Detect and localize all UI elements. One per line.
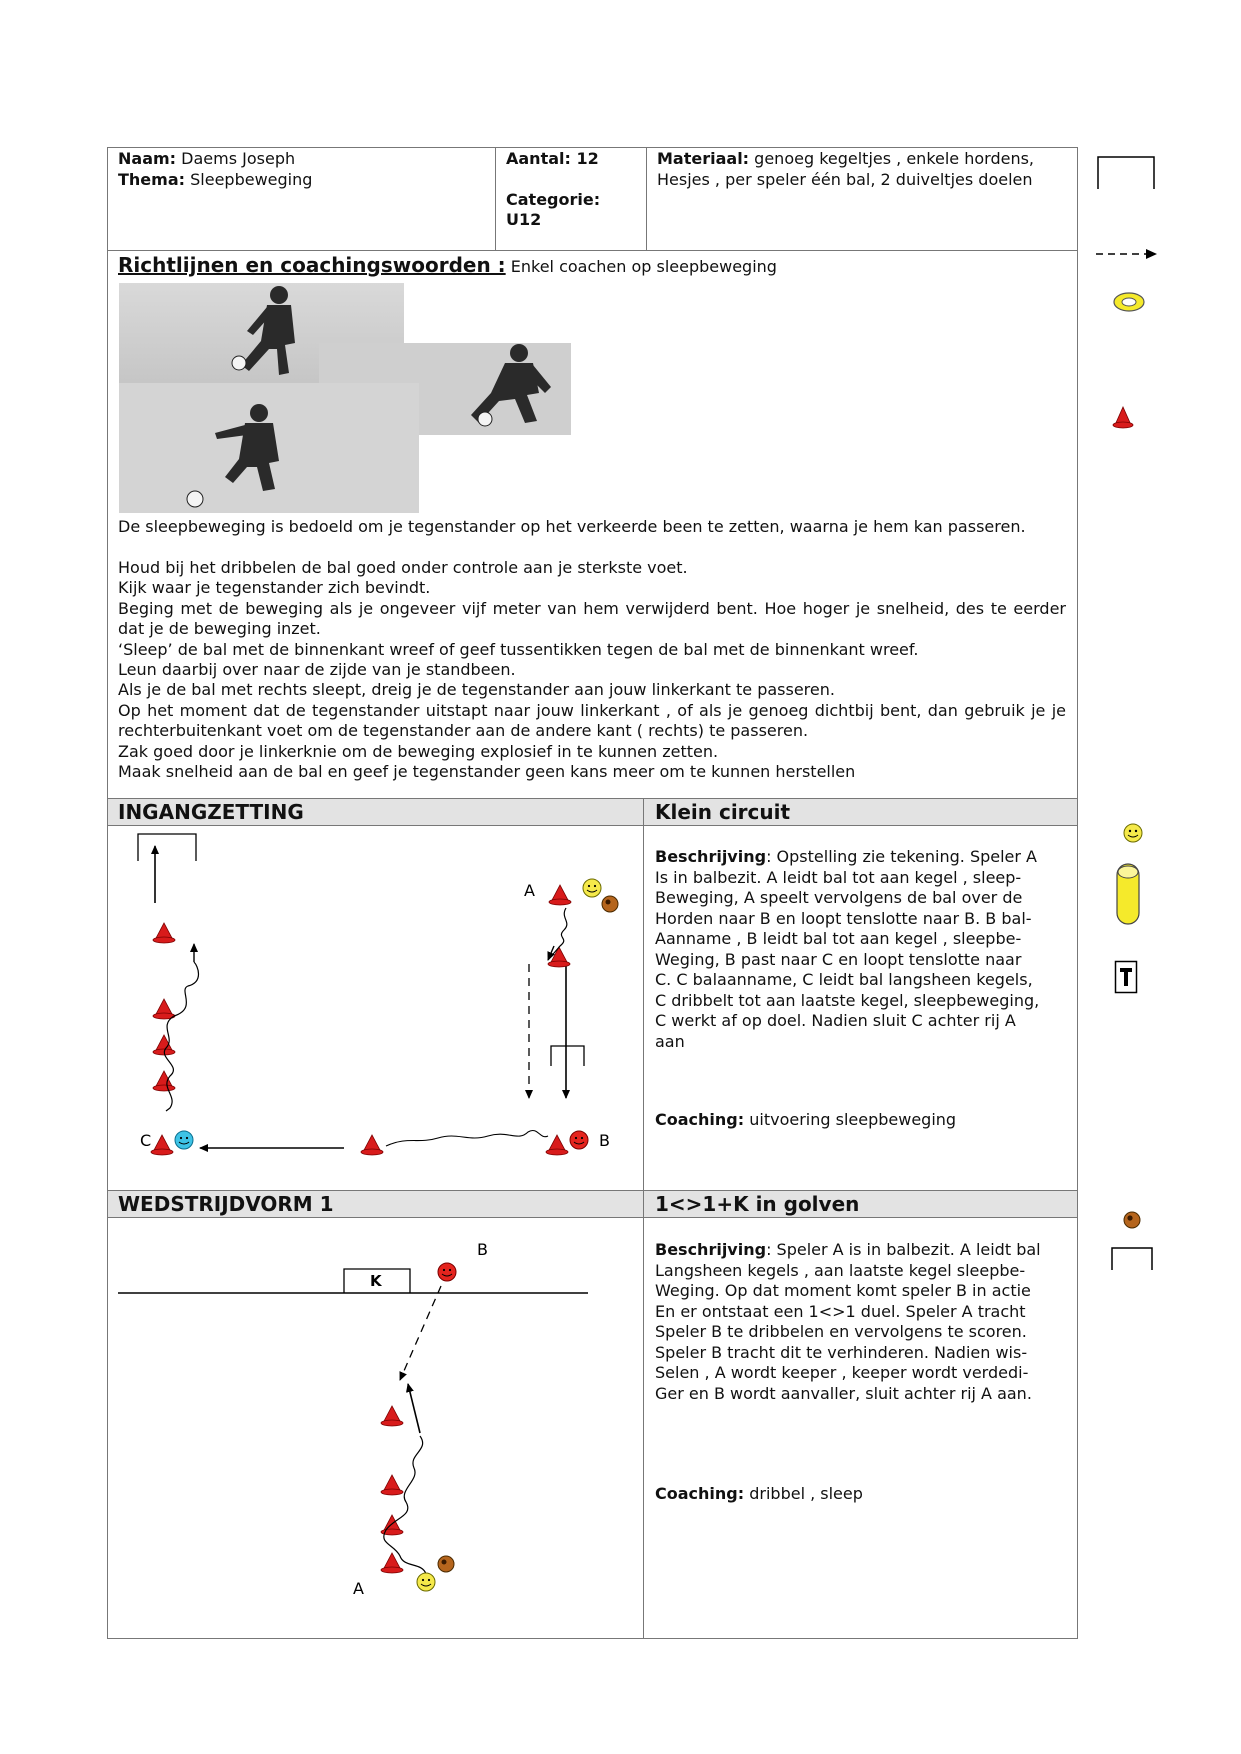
thema-label: Thema: bbox=[118, 169, 186, 189]
cone bbox=[153, 923, 175, 943]
section1-desc-line-1: : Opstelling zie tekening. Speler A bbox=[766, 847, 1037, 866]
section1-coaching-value: uitvoering sleepbeweging bbox=[749, 1110, 957, 1129]
naam-value: Daems Joseph bbox=[181, 149, 296, 168]
pole-icon bbox=[1114, 860, 1142, 928]
categorie-value: U12 bbox=[506, 210, 542, 229]
richtlijnen-para-2: Houd bij het dribbelen de bal goed onder controle aan je sterkste voet. bbox=[118, 558, 688, 577]
dribble-path-b bbox=[386, 1130, 548, 1146]
defender-dashed-run bbox=[400, 1286, 441, 1380]
ring-icon bbox=[1112, 290, 1146, 314]
section2-coaching-value: dribbel , sleep bbox=[749, 1484, 863, 1503]
richtlijnen-heading bbox=[118, 253, 1068, 277]
materiaal-label: Materiaal: bbox=[657, 149, 750, 168]
richtlijnen-para-8: Op het moment dat de tegenstander uitstapt naar jouw linkerkant , of als je genoeg dichtbij bent, dan gebruik je je rechterbuitenkant voet om de tegenstander aan de andere kant ( rechts) te passeren. bbox=[118, 701, 1066, 741]
section2-desc-line-4: En er ontstaat een 1<>1 duel. Speler A tracht bbox=[655, 1301, 1026, 1321]
section2-coaching-label: Coaching: bbox=[655, 1484, 745, 1503]
header-aantal-cell bbox=[506, 149, 641, 231]
ball bbox=[602, 896, 618, 912]
aantal-label: Aantal: 12 bbox=[506, 149, 599, 168]
section2-desc-line-7: Selen , A wordt keeper , keeper wordt verdedi- bbox=[655, 1363, 1029, 1382]
player-b-smiley bbox=[570, 1131, 588, 1149]
section2-desc-line-8: Ger en B wordt aanvaller, sluit achter rij A aan. bbox=[655, 1383, 1032, 1403]
hurdle-icon bbox=[1114, 960, 1138, 994]
thema-value: Sleepbeweging bbox=[190, 169, 313, 189]
materiaal-value: genoeg kegeltjes , enkele hordens, bbox=[754, 149, 1035, 168]
section2-right-title: 1<>1+K in golven bbox=[655, 1192, 860, 1216]
section1-right-title: Klein circuit bbox=[655, 800, 791, 824]
header-materiaal-cell bbox=[657, 149, 1075, 190]
player-a-smiley bbox=[583, 879, 601, 897]
richtlijnen-para-3: Kijk waar je tegenstander zich bevindt. bbox=[118, 578, 431, 597]
small-goal-icon bbox=[1110, 1246, 1154, 1272]
section1-coaching-label: Coaching: bbox=[655, 1110, 745, 1129]
ball bbox=[438, 1556, 454, 1572]
richtlijnen-para-4: Beging met de beweging als je ongeveer vijf meter van hem verwijderd bent. Hoe hoger je snelheid, des te eerder dat je de beweging inzet. bbox=[118, 599, 1066, 639]
cone bbox=[361, 1135, 383, 1155]
cone-icon bbox=[1110, 404, 1136, 430]
section1-desc-line-7: C. C balaanname, C leidt bal langsheen kegels, bbox=[655, 970, 1033, 989]
richtlijnen-para-9: Zak goed door je linkerknie om de beweging explosief in te kunnen zetten. bbox=[118, 742, 719, 761]
richtlijnen-para-6: Leun daarbij over naar de zijde van je standbeen. bbox=[118, 660, 516, 679]
player-icon bbox=[1122, 822, 1144, 844]
goal-icon bbox=[1096, 155, 1156, 191]
richtlijnen-title: Richtlijnen en coachingswoorden : bbox=[118, 253, 506, 277]
section1-left-title: INGANGZETTING bbox=[118, 800, 304, 824]
section2-desc-line-2: Langsheen kegels , aan laatste kegel sleepbe- bbox=[655, 1260, 1026, 1280]
dribble-path-a bbox=[384, 1436, 426, 1574]
section2-diagram bbox=[108, 1218, 642, 1636]
label-b: B bbox=[477, 1240, 488, 1259]
pass-arrow-icon bbox=[1094, 246, 1160, 262]
player-a-smiley bbox=[417, 1573, 435, 1591]
section1-desc-line-5: Aanname , B leidt bal tot aan kegel , sleepbe- bbox=[655, 929, 1022, 948]
section1-description bbox=[655, 847, 1075, 1052]
richtlijnen-para-7: Als je de bal met rechts sleept, dreig je de tegenstander aan jouw linkerkant te passeren. bbox=[118, 680, 835, 699]
section1-diagram bbox=[108, 826, 642, 1189]
section1-desc-line-10: aan bbox=[655, 1031, 685, 1051]
naam-label: Naam: bbox=[118, 149, 177, 168]
section2-desc-line-1: : Speler A is in balbezit. A leidt bal bbox=[766, 1240, 1041, 1259]
section2-desc-line-5: Speler B te dribbelen en vervolgens te scoren. bbox=[655, 1322, 1027, 1341]
section1-desc-line-6: Weging, B past naar C en loopt tenslotte naar bbox=[655, 949, 1022, 969]
header-bottom-line bbox=[107, 250, 1078, 251]
section1-divider bbox=[643, 798, 644, 1190]
section2-left-title: WEDSTRIJDVORM 1 bbox=[118, 1192, 334, 1216]
section2-beschrijving-label: Beschrijving bbox=[655, 1240, 767, 1259]
label-k: K bbox=[370, 1272, 382, 1290]
cone bbox=[381, 1475, 403, 1495]
materiaal-line2: Hesjes , per speler één bal, 2 duiveltjes doelen bbox=[657, 169, 1033, 189]
label-b: B bbox=[599, 1131, 610, 1150]
cone bbox=[151, 1135, 173, 1155]
player-b-smiley bbox=[438, 1263, 456, 1281]
cone bbox=[381, 1406, 403, 1426]
section2-coaching bbox=[655, 1484, 1075, 1505]
richtlijnen-para-10: Maak snelheid aan de bal en geef je tegenstander geen kans meer om te kunnen herstellen bbox=[118, 762, 856, 781]
cone bbox=[549, 885, 571, 905]
richtlijnen-para-1: De sleepbeweging is bedoeld om je tegenstander op het verkeerde been te zetten, waarna je hem kan passeren. bbox=[118, 517, 1026, 536]
section2-desc-line-3: Weging. Op dat moment komt speler B in actie bbox=[655, 1281, 1031, 1300]
section1-beschrijving-label: Beschrijving bbox=[655, 847, 767, 866]
header-divider-1 bbox=[495, 147, 496, 250]
richtlijnen-para-5: ‘Sleep’ de bal met de binnenkant wreef of geef tussentikken tegen de bal met de binnenkant wreef. bbox=[118, 640, 919, 659]
categorie-label: Categorie: bbox=[506, 189, 601, 209]
section1-desc-line-9: C werkt af op doel. Nadien sluit C achter rij A bbox=[655, 1011, 1016, 1030]
header-naam-cell bbox=[118, 149, 488, 190]
player-c-smiley bbox=[175, 1131, 193, 1149]
section1-desc-line-8: C dribbelt tot aan laatste kegel, sleepbeweging, bbox=[655, 990, 1040, 1010]
label-a: A bbox=[524, 881, 535, 900]
section1-coaching bbox=[655, 1110, 1075, 1131]
section2-divider bbox=[643, 1190, 644, 1638]
label-a: A bbox=[353, 1579, 364, 1598]
hurdle bbox=[551, 1046, 584, 1066]
section2-desc-line-6: Speler B tracht dit te verhinderen. Nadien wis- bbox=[655, 1342, 1028, 1362]
attack-arrow bbox=[408, 1384, 420, 1433]
player-photo-collage bbox=[119, 283, 571, 513]
cone bbox=[153, 999, 175, 1019]
section1-desc-line-4: Horden naar B en loopt tenslotte naar B. B bal- bbox=[655, 908, 1032, 928]
header-divider-2 bbox=[646, 147, 647, 250]
ball-icon bbox=[1122, 1210, 1142, 1230]
section1-desc-line-3: Beweging, A speelt vervolgens de bal over de bbox=[655, 888, 1023, 907]
goal-top-left bbox=[138, 834, 196, 861]
section1-desc-line-2: Is in balbezit. A leidt bal tot aan kegel , sleep- bbox=[655, 867, 1022, 887]
label-c: C bbox=[140, 1131, 152, 1150]
richtlijnen-subtitle: Enkel coachen op sleepbeweging bbox=[510, 257, 777, 276]
cone bbox=[546, 1135, 568, 1155]
section2-description bbox=[655, 1240, 1075, 1404]
